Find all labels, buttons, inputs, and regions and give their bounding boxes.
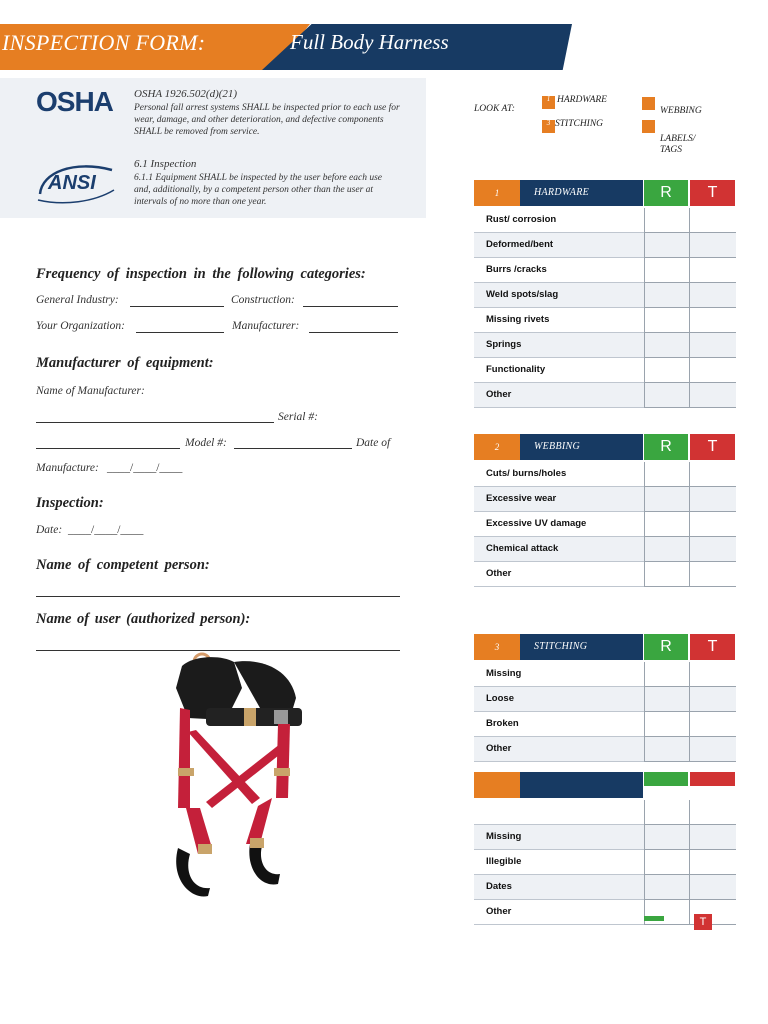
table-header-r: R bbox=[644, 634, 688, 660]
tag-checkbox[interactable] bbox=[689, 258, 736, 283]
table-section-title: HARDWARE bbox=[520, 180, 643, 206]
inspection-date-field[interactable]: ____/____/____ bbox=[68, 524, 144, 536]
repair-checkbox[interactable] bbox=[644, 383, 689, 408]
tag-checkbox[interactable] bbox=[689, 333, 736, 358]
general-industry-field[interactable] bbox=[130, 306, 224, 307]
tag-checkbox[interactable] bbox=[689, 233, 736, 258]
repair-checkbox[interactable] bbox=[644, 462, 689, 487]
table-row-label: Excessive wear bbox=[486, 493, 557, 504]
manufacturer-name-field[interactable] bbox=[36, 422, 274, 423]
table-row bbox=[474, 850, 736, 875]
name-of-manufacturer-label: Name of Manufacturer: bbox=[36, 385, 145, 397]
model-field[interactable] bbox=[234, 448, 352, 449]
frequency-title: Frequency of inspection in the following categories: bbox=[36, 266, 366, 282]
repair-checkbox[interactable] bbox=[644, 800, 689, 825]
osha-text: Personal fall arrest systems SHALL be inspected prior to each use for wear, damage, and other deterioration, and defective components SHALL be removed from service. bbox=[134, 103, 400, 137]
repair-checkbox[interactable] bbox=[644, 537, 689, 562]
table-row bbox=[474, 562, 736, 587]
serial-field[interactable] bbox=[36, 448, 180, 449]
table-row-label: Excessive UV damage bbox=[486, 518, 587, 529]
repair-checkbox[interactable] bbox=[644, 662, 689, 687]
repair-checkbox[interactable] bbox=[644, 333, 689, 358]
table-row-label: Other bbox=[486, 568, 512, 579]
table-section-title bbox=[520, 772, 643, 798]
look-at-stitching: STITCHING bbox=[555, 119, 604, 129]
model-label: Model #: bbox=[185, 437, 227, 449]
repair-checkbox[interactable] bbox=[644, 875, 689, 900]
footer-t-badge: T bbox=[694, 914, 712, 930]
osha-logo: OSHA bbox=[36, 86, 113, 117]
table-row-label: Broken bbox=[486, 718, 519, 729]
table-section-title: STITCHING bbox=[520, 634, 643, 660]
table-row-label: Missing bbox=[486, 831, 522, 842]
table-row bbox=[474, 383, 736, 408]
tag-checkbox[interactable] bbox=[689, 283, 736, 308]
tag-checkbox[interactable] bbox=[689, 800, 736, 825]
table-row-label: Chemical attack bbox=[486, 543, 559, 554]
repair-checkbox[interactable] bbox=[644, 233, 689, 258]
hardware-marker-num: 1 bbox=[546, 95, 551, 103]
table-row-label: Other bbox=[486, 906, 512, 917]
form-subtitle: Full Body Harness bbox=[290, 30, 449, 54]
table-row-label: Dates bbox=[486, 881, 512, 892]
labels-marker bbox=[642, 120, 655, 133]
look-at-labels-tags: LABELS/ TAGS bbox=[660, 134, 696, 155]
tag-checkbox[interactable] bbox=[689, 208, 736, 233]
table-header-t: T bbox=[690, 634, 735, 660]
repair-checkbox[interactable] bbox=[644, 737, 689, 762]
table-row bbox=[474, 737, 736, 762]
ansi-text: 6.1.1 Equipment SHALL be inspected by the user before each use and, additionally, by a competent person other than the user at intervals of no more than one year. bbox=[134, 173, 383, 207]
table-row-label: Springs bbox=[486, 339, 522, 350]
ansi-reference: 6.1 Inspection bbox=[134, 158, 197, 170]
manufacture-date-label: Manufacture: bbox=[36, 462, 99, 474]
table-row-label: Other bbox=[486, 389, 512, 400]
inspection-title: Inspection: bbox=[36, 495, 104, 511]
harness-image bbox=[150, 648, 320, 904]
repair-checkbox[interactable] bbox=[644, 308, 689, 333]
table-section-number: 1 bbox=[474, 180, 520, 206]
look-at-webbing: WEBBING bbox=[660, 106, 702, 116]
tag-checkbox[interactable] bbox=[689, 537, 736, 562]
repair-checkbox[interactable] bbox=[644, 512, 689, 537]
table-row bbox=[474, 662, 736, 687]
table-row-label: Illegible bbox=[486, 856, 522, 867]
webbing-marker bbox=[642, 97, 655, 110]
repair-checkbox[interactable] bbox=[644, 283, 689, 308]
competent-person-title: Name of competent person: bbox=[36, 557, 210, 573]
table-row-label: Cuts/ burns/holes bbox=[486, 468, 567, 479]
look-at-label: LOOK AT: bbox=[474, 104, 515, 114]
ansi-logo-text: ANSI bbox=[48, 172, 96, 194]
stitching-marker-num: 3 bbox=[546, 119, 551, 127]
tag-checkbox[interactable] bbox=[689, 358, 736, 383]
tag-checkbox[interactable] bbox=[689, 487, 736, 512]
tag-checkbox[interactable] bbox=[689, 512, 736, 537]
footer-green-bar bbox=[644, 916, 664, 921]
table-section-number: 3 bbox=[474, 634, 520, 660]
look-at-hardware: HARDWARE bbox=[557, 95, 607, 105]
repair-checkbox[interactable] bbox=[644, 850, 689, 875]
repair-checkbox[interactable] bbox=[644, 900, 689, 925]
construction-field[interactable] bbox=[303, 306, 398, 307]
table-row bbox=[474, 283, 736, 308]
table-row bbox=[474, 512, 736, 537]
table-row bbox=[474, 308, 736, 333]
your-organization-label: Your Organization: bbox=[36, 320, 125, 332]
tag-checkbox[interactable] bbox=[689, 825, 736, 850]
table-row bbox=[474, 875, 736, 900]
table-row-label: Loose bbox=[486, 693, 514, 704]
tag-checkbox[interactable] bbox=[689, 462, 736, 487]
table-row-label: Weld spots/slag bbox=[486, 289, 559, 300]
table-section-title: WEBBING bbox=[520, 434, 643, 460]
table-row-label: Burrs /cracks bbox=[486, 264, 547, 275]
table-row bbox=[474, 800, 736, 825]
table-row-label: Missing rivets bbox=[486, 314, 550, 325]
table-section-number bbox=[474, 772, 520, 798]
table-row-label: Missing bbox=[486, 668, 522, 679]
table-row-label: Functionality bbox=[486, 364, 546, 375]
tag-checkbox[interactable] bbox=[689, 850, 736, 875]
tag-checkbox[interactable] bbox=[689, 712, 736, 737]
table-section-number: 2 bbox=[474, 434, 520, 460]
date-of-label: Date of bbox=[356, 437, 391, 449]
table-header-t bbox=[690, 772, 735, 786]
competent-person-field[interactable] bbox=[36, 596, 400, 597]
repair-checkbox[interactable] bbox=[644, 258, 689, 283]
table-row bbox=[474, 358, 736, 383]
table-row bbox=[474, 208, 736, 233]
serial-label: Serial #: bbox=[278, 411, 318, 423]
repair-checkbox[interactable] bbox=[644, 562, 689, 587]
table-row bbox=[474, 712, 736, 737]
repair-checkbox[interactable] bbox=[644, 487, 689, 512]
form-title: INSPECTION FORM: bbox=[2, 30, 206, 55]
inspection-date-label: Date: bbox=[36, 524, 63, 536]
repair-checkbox[interactable] bbox=[644, 687, 689, 712]
tag-checkbox[interactable] bbox=[689, 737, 736, 762]
construction-label: Construction: bbox=[231, 294, 295, 306]
table-row bbox=[474, 233, 736, 258]
table-row bbox=[474, 462, 736, 487]
osha-reference: OSHA 1926.502(d)(21) bbox=[134, 88, 238, 100]
general-industry-label: General Industry: bbox=[36, 294, 119, 306]
repair-checkbox[interactable] bbox=[644, 208, 689, 233]
repair-checkbox[interactable] bbox=[644, 358, 689, 383]
repair-checkbox[interactable] bbox=[644, 712, 689, 737]
tag-checkbox[interactable] bbox=[689, 308, 736, 333]
table-row-label: Other bbox=[486, 743, 512, 754]
table-header-r bbox=[644, 772, 688, 786]
manufacturer-freq-label: Manufacturer: bbox=[232, 320, 300, 332]
table-header-t: T bbox=[690, 180, 735, 206]
table-row bbox=[474, 825, 736, 850]
table-header-r: R bbox=[644, 180, 688, 206]
table-row-label: Deformed/bent bbox=[486, 239, 554, 250]
table-row bbox=[474, 333, 736, 358]
table-row bbox=[474, 487, 736, 512]
table-row bbox=[474, 687, 736, 712]
tag-checkbox[interactable] bbox=[689, 662, 736, 687]
manufacturer-title: Manufacturer of equipment: bbox=[36, 355, 214, 371]
tag-checkbox[interactable] bbox=[689, 875, 736, 900]
repair-checkbox[interactable] bbox=[644, 825, 689, 850]
tag-checkbox[interactable] bbox=[689, 562, 736, 587]
user-title: Name of user (authorized person): bbox=[36, 611, 251, 627]
tag-checkbox[interactable] bbox=[689, 383, 736, 408]
manufacture-date-field[interactable]: ____/____/____ bbox=[107, 462, 183, 474]
table-row bbox=[474, 258, 736, 283]
table-header-r: R bbox=[644, 434, 688, 460]
table-header-t: T bbox=[690, 434, 735, 460]
your-organization-field[interactable] bbox=[136, 332, 224, 333]
manufacturer-freq-field[interactable] bbox=[309, 332, 398, 333]
table-row bbox=[474, 537, 736, 562]
tag-checkbox[interactable] bbox=[689, 687, 736, 712]
table-row-label: Rust/ corrosion bbox=[486, 214, 557, 225]
